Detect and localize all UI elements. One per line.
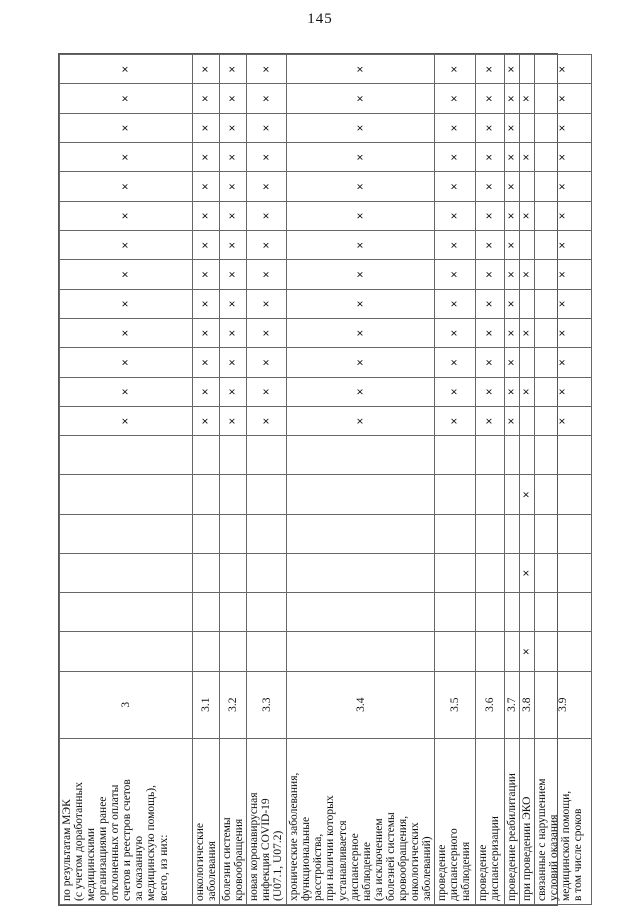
table-cell <box>60 436 193 475</box>
table-cell <box>520 406 535 435</box>
row-label: проведение реабилитации <box>505 738 520 904</box>
table-cell <box>60 632 193 671</box>
table-cell: × <box>287 84 435 113</box>
table-cell <box>520 348 535 377</box>
table-cell: × <box>520 260 535 289</box>
table-cell: × <box>193 113 220 142</box>
row-code: 3.4 <box>287 671 435 738</box>
table-cell <box>505 632 520 671</box>
table-cell <box>505 514 520 553</box>
table-cell: × <box>535 348 592 377</box>
table-cell: × <box>287 113 435 142</box>
page-number: 145 <box>307 11 333 27</box>
table-cell <box>476 554 505 593</box>
table-row <box>193 55 220 905</box>
table-cell <box>247 436 287 475</box>
table-cell <box>435 514 476 553</box>
table-cell: × <box>247 377 287 406</box>
table-cell <box>287 514 435 553</box>
table-cell: × <box>220 143 247 172</box>
table-cell: × <box>535 289 592 318</box>
table-cell: × <box>505 113 520 142</box>
table-cell: × <box>247 231 287 260</box>
table-cell: × <box>220 84 247 113</box>
table-cell: × <box>247 55 287 85</box>
table-cell: × <box>535 406 592 435</box>
table-row <box>247 55 287 905</box>
table-cell <box>505 475 520 514</box>
table-row <box>287 55 435 905</box>
table-cell: × <box>287 289 435 318</box>
table-cell: × <box>435 84 476 113</box>
table-cell: × <box>535 377 592 406</box>
table-cell: × <box>535 260 592 289</box>
table-row <box>60 55 193 905</box>
rotated-table-frame <box>58 53 585 906</box>
table-cell <box>476 514 505 553</box>
row-label: болезни системы кровообращения <box>220 738 247 904</box>
table-cell: × <box>476 231 505 260</box>
table-cell <box>535 475 592 514</box>
table-cell: × <box>193 172 220 201</box>
table-row <box>505 55 520 905</box>
table-cell <box>60 514 193 553</box>
table-cell: × <box>505 143 520 172</box>
table-cell: × <box>535 113 592 142</box>
table-cell: × <box>193 201 220 230</box>
table-cell <box>520 593 535 632</box>
table-cell: × <box>476 377 505 406</box>
table-cell: × <box>520 319 535 348</box>
table-cell: × <box>476 143 505 172</box>
table-cell <box>476 632 505 671</box>
row-code: 3.5 <box>435 671 476 738</box>
table-cell: × <box>220 260 247 289</box>
table-cell: × <box>247 172 287 201</box>
table-cell: × <box>505 319 520 348</box>
table-cell <box>247 593 287 632</box>
table-cell <box>435 554 476 593</box>
table-cell: × <box>220 231 247 260</box>
table-cell <box>535 514 592 553</box>
table-row <box>535 55 592 905</box>
table-cell: × <box>247 143 287 172</box>
table-cell: × <box>505 377 520 406</box>
table-cell: × <box>505 84 520 113</box>
table-cell <box>193 593 220 632</box>
row-code: 3.6 <box>476 671 505 738</box>
table-cell <box>476 593 505 632</box>
table-cell: × <box>435 143 476 172</box>
table-cell: × <box>505 260 520 289</box>
table-cell: × <box>60 172 193 201</box>
table-row <box>435 55 476 905</box>
table-cell: × <box>287 260 435 289</box>
table-cell: × <box>220 377 247 406</box>
row-label: при проведении ЭКО <box>520 738 535 904</box>
table-cell <box>220 514 247 553</box>
table-cell: × <box>535 319 592 348</box>
table-cell: × <box>535 55 592 85</box>
table-cell: × <box>193 260 220 289</box>
table-cell: × <box>193 289 220 318</box>
table-cell: × <box>520 554 535 593</box>
table-cell <box>193 475 220 514</box>
table-cell: × <box>476 55 505 85</box>
table-row <box>520 55 535 905</box>
table-cell <box>193 632 220 671</box>
table-cell: × <box>60 55 193 85</box>
table-row <box>220 55 247 905</box>
table-cell <box>287 593 435 632</box>
table-cell: × <box>220 289 247 318</box>
table-cell <box>60 593 193 632</box>
table-cell <box>535 554 592 593</box>
table-cell <box>476 475 505 514</box>
table-cell: × <box>287 319 435 348</box>
table-cell: × <box>247 319 287 348</box>
table-cell: × <box>287 201 435 230</box>
row-label: по результатам МЭК (с учетом доработанных медицинскими организациями ранее отклоненных от оплаты счетов и реестров счетов за оказанную медицинскую помощь), всего, из них: <box>60 738 193 904</box>
table-cell <box>60 475 193 514</box>
table-cell: × <box>476 319 505 348</box>
table-cell <box>247 475 287 514</box>
table-cell: × <box>505 289 520 318</box>
table-cell: × <box>247 289 287 318</box>
table-cell <box>535 593 592 632</box>
table-cell: × <box>60 348 193 377</box>
table-cell: × <box>220 348 247 377</box>
table-cell: × <box>287 172 435 201</box>
table-cell: × <box>193 348 220 377</box>
table-cell <box>247 514 287 553</box>
table-cell: × <box>520 201 535 230</box>
table-cell: × <box>247 348 287 377</box>
table-cell: × <box>220 201 247 230</box>
table-cell: × <box>505 231 520 260</box>
row-code: 3.1 <box>193 671 220 738</box>
table-cell: × <box>247 260 287 289</box>
table-cell: × <box>193 319 220 348</box>
table-cell: × <box>435 201 476 230</box>
table-cell: × <box>476 113 505 142</box>
table-cell: × <box>535 231 592 260</box>
row-code: 3.8 <box>520 671 535 738</box>
table-cell: × <box>60 260 193 289</box>
table-cell: × <box>60 406 193 435</box>
table-cell: × <box>505 172 520 201</box>
table-cell <box>505 554 520 593</box>
table-cell: × <box>60 319 193 348</box>
table-cell: × <box>220 113 247 142</box>
row-label: новая коронавирусная инфекция COVID-19 (U07.1, U07.2) <box>247 738 287 904</box>
table-cell: × <box>247 201 287 230</box>
table-cell: × <box>287 348 435 377</box>
row-label: проведение диспансерного наблюдения <box>435 738 476 904</box>
table-cell <box>535 436 592 475</box>
table-cell: × <box>435 231 476 260</box>
table-cell <box>193 554 220 593</box>
table-cell: × <box>247 84 287 113</box>
table-cell <box>193 514 220 553</box>
table-cell: × <box>435 348 476 377</box>
table-cell <box>435 475 476 514</box>
table-cell: × <box>435 289 476 318</box>
table-cell <box>220 554 247 593</box>
table-cell: × <box>535 172 592 201</box>
table-cell: × <box>287 406 435 435</box>
table-cell <box>247 554 287 593</box>
table-cell: × <box>193 406 220 435</box>
table-cell <box>476 436 505 475</box>
table-cell: × <box>287 231 435 260</box>
table-cell: × <box>193 143 220 172</box>
table-cell: × <box>247 406 287 435</box>
table-cell: × <box>435 319 476 348</box>
table-cell <box>535 632 592 671</box>
table-cell <box>247 632 287 671</box>
table-cell: × <box>520 632 535 671</box>
table-cell <box>520 172 535 201</box>
table-cell <box>435 436 476 475</box>
table-row <box>476 55 505 905</box>
row-code: 3 <box>60 671 193 738</box>
table-cell: × <box>520 143 535 172</box>
table-cell: × <box>505 348 520 377</box>
report-table <box>59 54 592 905</box>
table-cell: × <box>476 84 505 113</box>
table-cell: × <box>435 55 476 85</box>
table-cell <box>435 593 476 632</box>
table-cell: × <box>476 348 505 377</box>
table-cell: × <box>435 172 476 201</box>
table-cell: × <box>60 143 193 172</box>
table-cell: × <box>476 201 505 230</box>
table-cell <box>220 593 247 632</box>
table-cell <box>520 514 535 553</box>
table-cell <box>435 632 476 671</box>
table-cell <box>220 632 247 671</box>
table-cell <box>520 55 535 85</box>
table-cell: × <box>476 172 505 201</box>
table-cell: × <box>435 113 476 142</box>
table-cell: × <box>247 113 287 142</box>
row-code: 3.9 <box>535 671 592 738</box>
table-cell: × <box>193 231 220 260</box>
table-cell <box>220 475 247 514</box>
table-cell: × <box>520 377 535 406</box>
table-cell: × <box>287 377 435 406</box>
table-cell <box>287 554 435 593</box>
table-cell <box>520 289 535 318</box>
table-cell: × <box>287 143 435 172</box>
table-cell: × <box>435 260 476 289</box>
table-cell: × <box>287 55 435 85</box>
row-code: 3.2 <box>220 671 247 738</box>
table-cell: × <box>476 260 505 289</box>
table-cell <box>505 436 520 475</box>
table-cell <box>287 632 435 671</box>
table-cell: × <box>505 201 520 230</box>
table-cell: × <box>60 377 193 406</box>
row-label: хронические заболевания, функциональные расстройства, при наличии которых устанавливается диспансерное наблюдение (за исключением болезней системы кровообращения, онкологических заболеваний) <box>287 738 435 904</box>
table-cell <box>287 475 435 514</box>
table-cell <box>520 231 535 260</box>
table-cell: × <box>220 406 247 435</box>
table-cell: × <box>220 319 247 348</box>
row-label: онкологические заболевания <box>193 738 220 904</box>
table-cell <box>505 593 520 632</box>
table-cell: × <box>535 143 592 172</box>
row-label: проведение диспансеризации <box>476 738 505 904</box>
table-cell: × <box>505 406 520 435</box>
table-cell <box>60 554 193 593</box>
table-cell: × <box>60 201 193 230</box>
row-code: 3.7 <box>505 671 520 738</box>
table-cell: × <box>505 55 520 85</box>
table-cell: × <box>60 289 193 318</box>
table-cell: × <box>60 113 193 142</box>
table-cell: × <box>435 377 476 406</box>
table-cell: × <box>520 84 535 113</box>
table-body <box>60 55 592 905</box>
table-cell: × <box>193 377 220 406</box>
table-cell <box>220 436 247 475</box>
table-cell: × <box>520 475 535 514</box>
row-label: связанные с нарушением условий оказания медицинской помощи, в том числе сроков <box>535 738 592 904</box>
table-cell: × <box>220 55 247 85</box>
table-cell <box>520 113 535 142</box>
table-cell: × <box>193 84 220 113</box>
table-cell: × <box>535 84 592 113</box>
table-cell <box>520 436 535 475</box>
table-cell: × <box>60 231 193 260</box>
table-cell: × <box>535 201 592 230</box>
table-cell: × <box>476 406 505 435</box>
table-cell: × <box>220 172 247 201</box>
table-cell: × <box>435 406 476 435</box>
row-code: 3.3 <box>247 671 287 738</box>
table-cell <box>287 436 435 475</box>
table-cell: × <box>476 289 505 318</box>
table-cell <box>193 436 220 475</box>
table-cell: × <box>193 55 220 85</box>
table-cell: × <box>60 84 193 113</box>
